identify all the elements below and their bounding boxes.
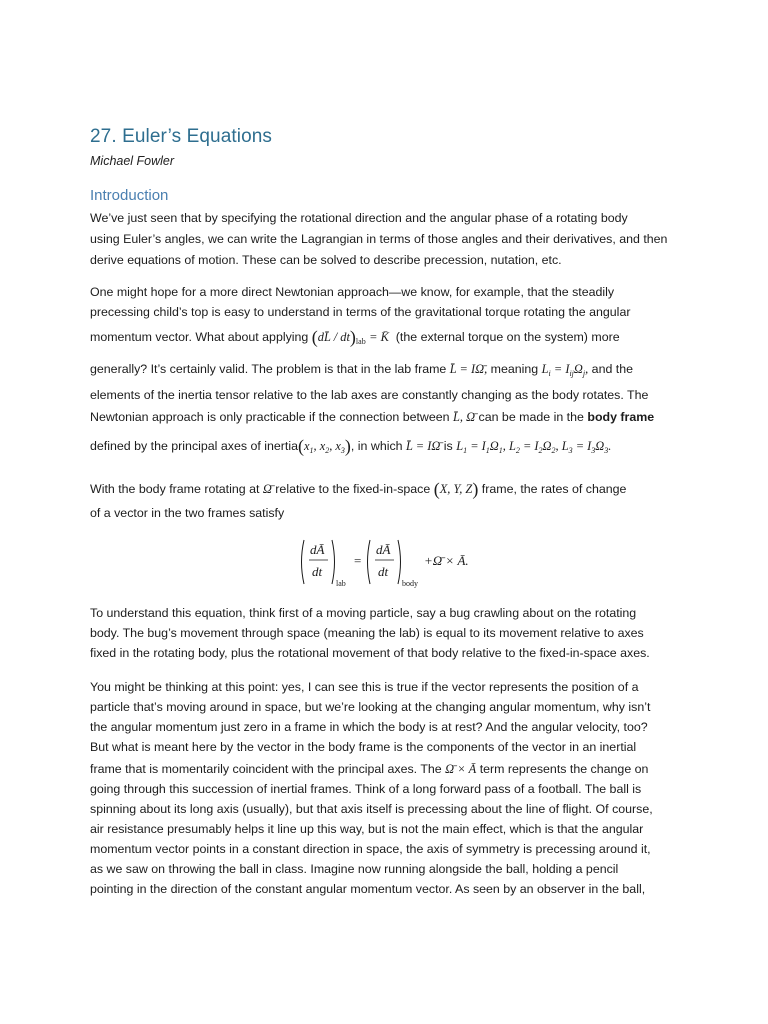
paragraph-line: momentum vector points in a constant direction in space, the axis of symmetry is precessing around it,: [90, 842, 651, 856]
text-run: Newtonian approach is only practicable if the connection between: [90, 410, 450, 424]
equation-sub-body: body: [402, 579, 418, 588]
text-run: can be made in the: [478, 410, 584, 424]
math-l-omega: L̄, Ω̄: [453, 410, 476, 424]
paragraph-line: spinning about its long axis (usually), but that axis itself is precessing about the line of flight. Of course,: [90, 802, 653, 816]
paragraph-line: elements of the inertia tensor relative to the lab axes are constantly changing as the body rotates. The: [90, 388, 649, 402]
math-omega-cross-a: Ω̄ × Ā: [445, 762, 477, 776]
equation-svg: [300, 536, 500, 588]
svg-text:=: =: [354, 553, 362, 568]
text-run: frame that is momentarily coincident with the principal axes. The: [90, 762, 442, 776]
paragraph-line: air resistance presumably helps it line up this way, but is not the main effect, which is that the angular: [90, 822, 644, 836]
math-dl-dt: dL̄ / dt: [317, 330, 350, 344]
paragraph-line: One might hope for a more direct Newtonian approach—we know, for example, that the steadily: [90, 285, 615, 299]
math-eq-k: = K̄: [369, 330, 389, 344]
paragraph-line: body. The bug’s movement through space (meaning the lab) is equal to its movement relative to axes: [90, 626, 644, 640]
text-run: meaning: [490, 362, 539, 376]
text-run: and the: [591, 362, 634, 376]
math-sub-lab: lab: [355, 337, 366, 346]
math-sub: j: [582, 369, 586, 378]
text-run: momentum vector. What about applying: [90, 330, 309, 344]
math-principal-components: $L_1 = I_1\Omega_1$, $L_2 = I_2\Omega_2$, $L_3 = I_3\Omega_3$.: [456, 439, 612, 455]
paragraph-line: pointing in the direction of the constant angular momentum vector. As seen by an observer in the ball,: [90, 882, 646, 896]
math-run: Ω: [573, 362, 583, 376]
author-name: Michael Fowler: [90, 154, 175, 168]
text-run: generally? It’s certainly valid. The problem is that in the lab frame: [90, 362, 447, 376]
paragraph-line: [90, 479, 626, 499]
equation-rhs-den: dt: [378, 564, 389, 579]
section-heading: Introduction: [90, 187, 169, 204]
paragraph-line: precessing child’s top is easy to understand in terms of the gravitational torque rotating the angular: [90, 305, 631, 319]
close-paren: ): [344, 436, 351, 456]
paragraph-line: [90, 407, 654, 427]
paragraph-line: particle that’s moving around in space, but we’re looking at the changing angular momentum, why isn’t: [90, 700, 651, 714]
text-run: , in which: [350, 439, 403, 453]
math-sub: i: [548, 369, 551, 378]
math-omega: Ω̄: [262, 482, 272, 496]
paragraph-line: derive equations of motion. These can be solved to describe precession, nutation, etc.: [90, 253, 562, 267]
math-l-io-2: L̄ = IΩ̄: [406, 439, 441, 453]
text-run: With the body frame rotating at: [90, 482, 260, 496]
paragraph-line: [90, 436, 611, 461]
paragraph-line: going through this succession of inertial frames. Think of a long forward pass of a football. The ball is: [90, 782, 642, 796]
paragraph-line: You might be thinking at this point: yes, I can see this is true if the vector represents the position of a: [90, 680, 639, 694]
math-axes: $x_1$, $x_2$, $x_3$: [304, 439, 345, 455]
close-paren: ): [472, 479, 479, 499]
paragraph-line: To understand this equation, think first of a moving particle, say a bug crawling about on the rotating: [90, 606, 637, 620]
paragraph-line: [90, 359, 633, 384]
math-xyz: X, Y, Z: [439, 482, 473, 496]
paragraph-line: of a vector in the two frames satisfy: [90, 506, 285, 520]
text-run: frame, the rates of change: [481, 482, 627, 496]
text-run: relative to the fixed-in-space: [275, 482, 431, 496]
open-paren: (: [311, 327, 318, 347]
paragraph-line: [90, 759, 648, 779]
page-title: 27. Euler’s Equations: [90, 126, 273, 147]
close-paren: ): [349, 327, 356, 347]
bold-term: body frame: [587, 410, 655, 424]
text-run: term represents the change on: [479, 762, 649, 776]
math-l-io: L̄ = IΩ̄,: [449, 362, 488, 376]
math-lij: $L_i = I_{ij}\Omega_j$,: [541, 362, 589, 378]
math-run: L: [541, 362, 549, 376]
paragraph-line: using Euler’s angles, we can write the Lagrangian in terms of those angles and their derivatives, and then: [90, 232, 668, 246]
text-run: defined by the principal axes of inertia: [90, 439, 299, 453]
paragraph-line: the angular momentum just zero in a frame in which the body is at rest? And the angular velocity, too?: [90, 720, 648, 734]
equation-lhs-den: dt: [312, 564, 323, 579]
equation-sub-lab: lab: [336, 579, 346, 588]
open-paren: (: [433, 479, 440, 499]
paragraph-line: as we saw on throwing the ball in class. Imagine now running alongside the ball, holding a pencil: [90, 862, 619, 876]
equation-rhs: +Ω̄ × Ā.: [424, 553, 469, 568]
equation-rhs-num: dĀ: [376, 542, 391, 557]
text-run: (the external torque on the system) more: [395, 330, 620, 344]
math-sub: ij: [569, 369, 574, 378]
paragraph-line: We’ve just seen that by specifying the rotational direction and the angular phase of a rotating body: [90, 211, 628, 225]
paragraph-line: But what is meant here by the vector in the body frame is the components of the vector in an inertial: [90, 740, 637, 754]
math-run: = I: [550, 362, 570, 376]
open-paren: (: [298, 436, 305, 456]
equation-lhs-num: dĀ: [310, 542, 325, 557]
text-run: is: [443, 439, 453, 453]
display-equation: [300, 536, 500, 588]
paragraph-line: fixed in the rotating body, plus the rotational movement of that body relative to the fixed-in-space axes.: [90, 646, 650, 660]
paragraph-line: [90, 327, 620, 352]
